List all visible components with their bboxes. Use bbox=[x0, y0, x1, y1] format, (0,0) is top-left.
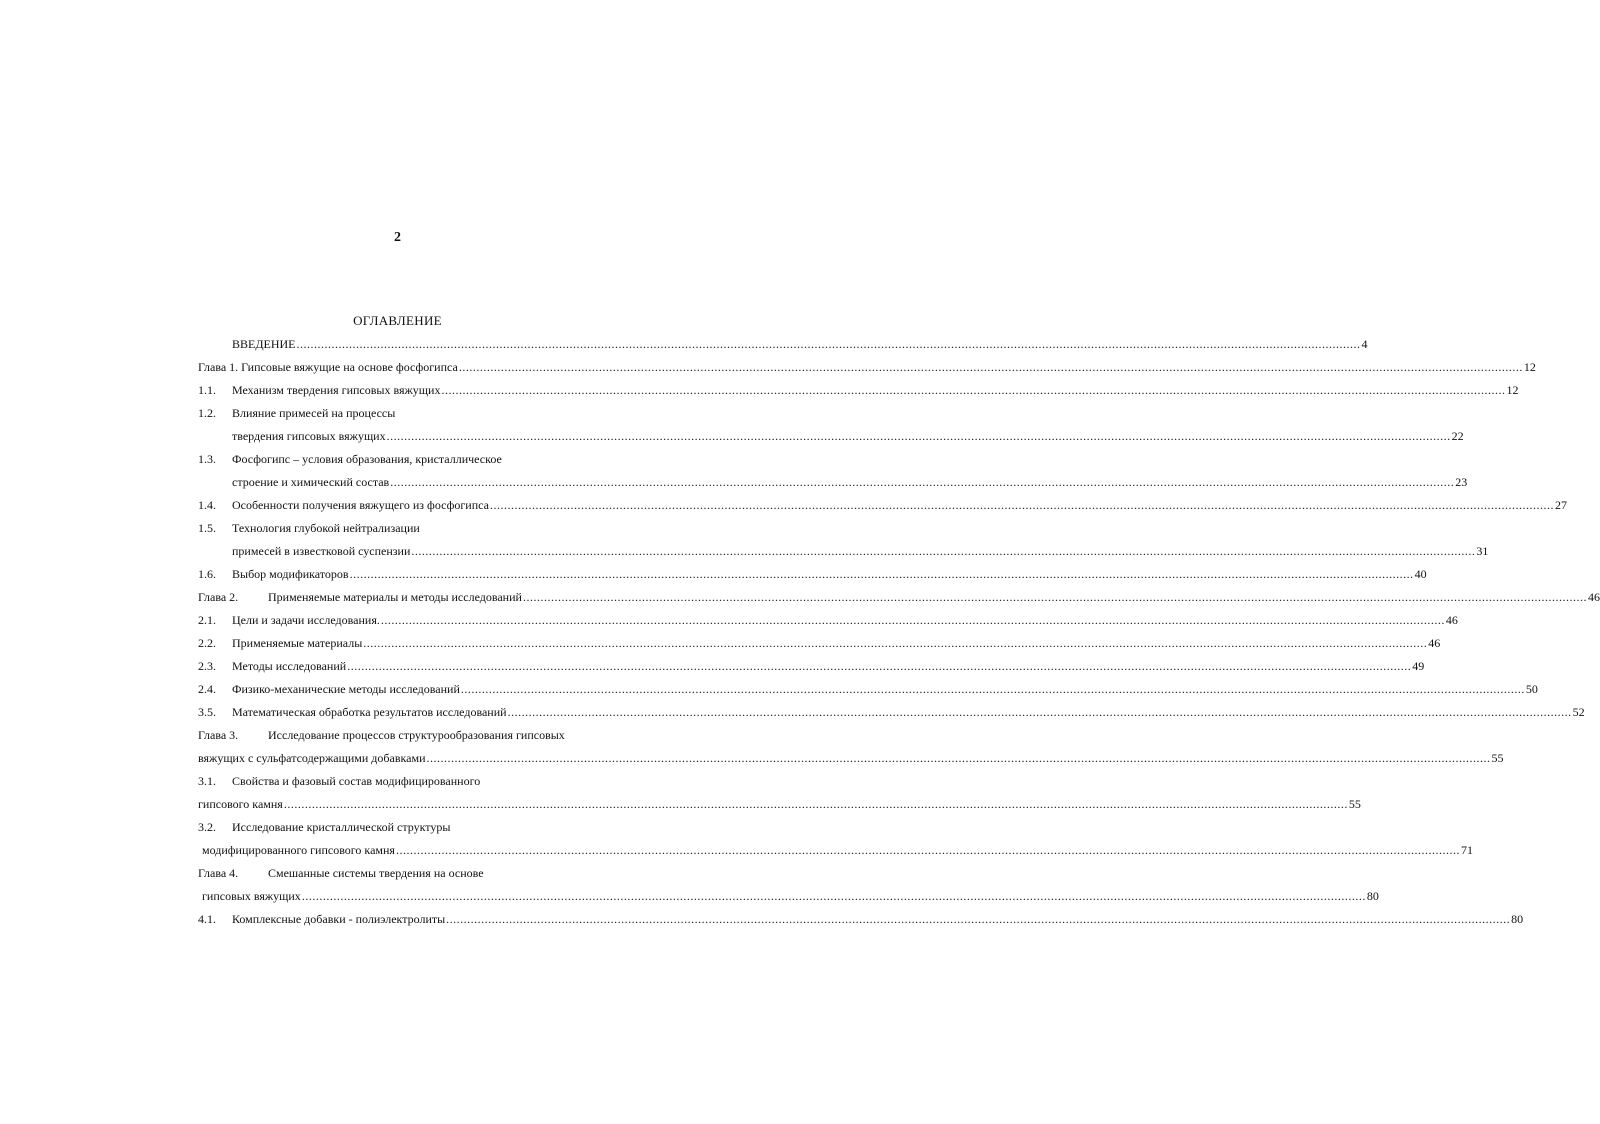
leader-dots bbox=[508, 701, 1572, 724]
toc-entry-label: Влияние примесей на процессы bbox=[232, 406, 396, 420]
leader-dots bbox=[347, 655, 1411, 678]
toc-entry-page: 50 bbox=[1525, 682, 1538, 696]
toc-entry[interactable] bbox=[198, 793, 1361, 816]
toc-entry-label: твердения гипсовых вяжущих bbox=[232, 429, 386, 443]
leader-dots bbox=[441, 379, 1505, 402]
toc-entry-label: Цели и задачи исследования. bbox=[232, 613, 380, 627]
leader-dots bbox=[387, 425, 1451, 448]
toc-entry[interactable] bbox=[198, 885, 1379, 908]
toc-entry-label: примесей в известковой суспензии bbox=[232, 544, 411, 558]
toc-entry-number: Глава 3. bbox=[198, 728, 239, 742]
toc-entry-number: 3.1. bbox=[198, 774, 216, 788]
leader-dots bbox=[446, 908, 1510, 931]
leader-dots bbox=[363, 632, 1427, 655]
leader-dots bbox=[459, 356, 1523, 379]
toc-entry-label: гипсовых вяжущих bbox=[202, 889, 301, 903]
toc-entry-page: 46 bbox=[1587, 590, 1600, 604]
leader-dots bbox=[427, 747, 1491, 770]
toc-entry-page: 49 bbox=[1412, 659, 1425, 673]
toc-entry-page: 4 bbox=[1361, 337, 1368, 351]
toc-entry[interactable] bbox=[198, 609, 1458, 632]
toc-entry[interactable] bbox=[198, 839, 1473, 862]
toc-entry[interactable] bbox=[198, 747, 1504, 770]
leader-dots bbox=[297, 333, 1361, 356]
toc-entry-number: 1.2. bbox=[198, 406, 216, 420]
toc-entry-page: 71 bbox=[1460, 843, 1473, 857]
toc-entry[interactable] bbox=[198, 356, 1536, 379]
toc-entry-page: 80 bbox=[1511, 912, 1524, 926]
toc-entry[interactable] bbox=[198, 678, 1538, 701]
toc-entry-page: 23 bbox=[1455, 475, 1468, 489]
toc-entry-label: Особенности получения вяжущего из фосфогипса bbox=[232, 498, 489, 512]
toc-entry-label: строение и химический состав bbox=[232, 475, 390, 489]
leader-dots bbox=[396, 839, 1460, 862]
toc-entry[interactable] bbox=[198, 517, 630, 540]
page-number: 2 bbox=[394, 230, 401, 245]
leader-dots bbox=[350, 563, 1414, 586]
leader-dots bbox=[490, 494, 1554, 517]
toc-entry-page: 27 bbox=[1554, 498, 1567, 512]
toc-entry[interactable] bbox=[198, 586, 1600, 609]
toc-entry[interactable] bbox=[198, 908, 1524, 931]
toc-entry-number: 2.2. bbox=[198, 636, 216, 650]
toc-entry-number: 2.1. bbox=[198, 613, 216, 627]
toc-entry[interactable] bbox=[198, 471, 1468, 494]
toc-entry-number: 4.1. bbox=[198, 912, 216, 926]
leader-dots bbox=[523, 586, 1587, 609]
toc-entry-label: Свойства и фазовый состав модифицированного bbox=[232, 774, 481, 788]
toc-entry-number: 1.3. bbox=[198, 452, 216, 466]
table-of-contents bbox=[198, 333, 1600, 931]
toc-entry-page: 55 bbox=[1348, 797, 1361, 811]
toc-entry[interactable] bbox=[198, 540, 1489, 563]
toc-entry[interactable] bbox=[198, 655, 1425, 678]
leader-dots bbox=[302, 885, 1366, 908]
toc-entry[interactable] bbox=[198, 701, 1585, 724]
toc-entry-number: 3.5. bbox=[198, 705, 216, 719]
toc-entry-label: модифицированного гипсового камня bbox=[202, 843, 395, 857]
toc-entry-page: 22 bbox=[1451, 429, 1464, 443]
toc-entry-page: 31 bbox=[1476, 544, 1489, 558]
toc-entry-label: Применяемые материалы bbox=[232, 636, 363, 650]
toc-entry[interactable] bbox=[198, 402, 630, 425]
toc-entry-label: гипсового камня bbox=[198, 797, 283, 811]
toc-entry[interactable] bbox=[198, 563, 1427, 586]
toc-entry-label: Исследование кристаллической структуры bbox=[232, 820, 451, 834]
toc-entry-number: 3.2. bbox=[198, 820, 216, 834]
toc-entry-label: Технология глубокой нейтрализации bbox=[232, 521, 420, 535]
toc-entry-label: Математическая обработка результатов исследований bbox=[232, 705, 507, 719]
toc-entry-label: Исследование процессов структурообразования гипсовых bbox=[268, 728, 565, 742]
toc-entry[interactable] bbox=[198, 862, 630, 885]
toc-entry-number: Глава 4. bbox=[198, 866, 239, 880]
toc-entry-label: Методы исследований bbox=[232, 659, 347, 673]
toc-entry-number: 1.1. bbox=[198, 383, 216, 397]
toc-entry-page: 52 bbox=[1572, 705, 1585, 719]
leader-dots bbox=[381, 609, 1445, 632]
toc-entry-page: 40 bbox=[1414, 567, 1427, 581]
toc-entry-number: 1.5. bbox=[198, 521, 216, 535]
toc-title: ОГЛАВЛЕНИЕ bbox=[353, 313, 442, 328]
toc-entry[interactable] bbox=[198, 333, 1368, 356]
toc-entry-number: 1.4. bbox=[198, 498, 216, 512]
toc-entry-page: 46 bbox=[1445, 613, 1458, 627]
toc-entry[interactable] bbox=[198, 379, 1519, 402]
toc-entry-number: 1.6. bbox=[198, 567, 216, 581]
toc-entry[interactable] bbox=[198, 494, 1567, 517]
toc-entry-page: 80 bbox=[1366, 889, 1379, 903]
toc-entry-label: Фосфогипс – условия образования, кристаллическое bbox=[232, 452, 502, 466]
toc-entry-label: Механизм твердения гипсовых вяжущих bbox=[232, 383, 441, 397]
leader-dots bbox=[390, 471, 1454, 494]
leader-dots bbox=[461, 678, 1525, 701]
toc-entry-label: Выбор модификаторов bbox=[232, 567, 349, 581]
toc-entry[interactable] bbox=[198, 632, 1441, 655]
toc-entry[interactable] bbox=[198, 770, 630, 793]
leader-dots bbox=[284, 793, 1348, 816]
toc-entry-page: 12 bbox=[1506, 383, 1519, 397]
toc-entry[interactable] bbox=[198, 448, 630, 471]
toc-entry-number: 2.3. bbox=[198, 659, 216, 673]
toc-entry-label: Смешанные системы твердения на основе bbox=[268, 866, 484, 880]
toc-entry[interactable] bbox=[198, 724, 630, 747]
toc-entry-label: Комплексные добавки - полиэлектролиты bbox=[232, 912, 446, 926]
toc-entry-label: ВВЕДЕНИЕ bbox=[232, 337, 296, 351]
leader-dots bbox=[411, 540, 1475, 563]
toc-entry-page: 55 bbox=[1491, 751, 1504, 765]
toc-entry-page: 12 bbox=[1523, 360, 1536, 374]
toc-entry-page: 46 bbox=[1428, 636, 1441, 650]
toc-entry-number: Глава 2. bbox=[198, 590, 239, 604]
toc-entry[interactable] bbox=[198, 425, 1464, 448]
toc-entry-label: вяжущих с сульфатсодержащими добавками bbox=[198, 751, 426, 765]
toc-entry-label: Физико-механические методы исследований bbox=[232, 682, 460, 696]
toc-entry-label: Глава 1. Гипсовые вяжущие на основе фосфогипса bbox=[198, 360, 458, 374]
toc-entry-label: Применяемые материалы и методы исследований bbox=[268, 590, 522, 604]
toc-entry[interactable] bbox=[198, 816, 630, 839]
toc-entry-number: 2.4. bbox=[198, 682, 216, 696]
